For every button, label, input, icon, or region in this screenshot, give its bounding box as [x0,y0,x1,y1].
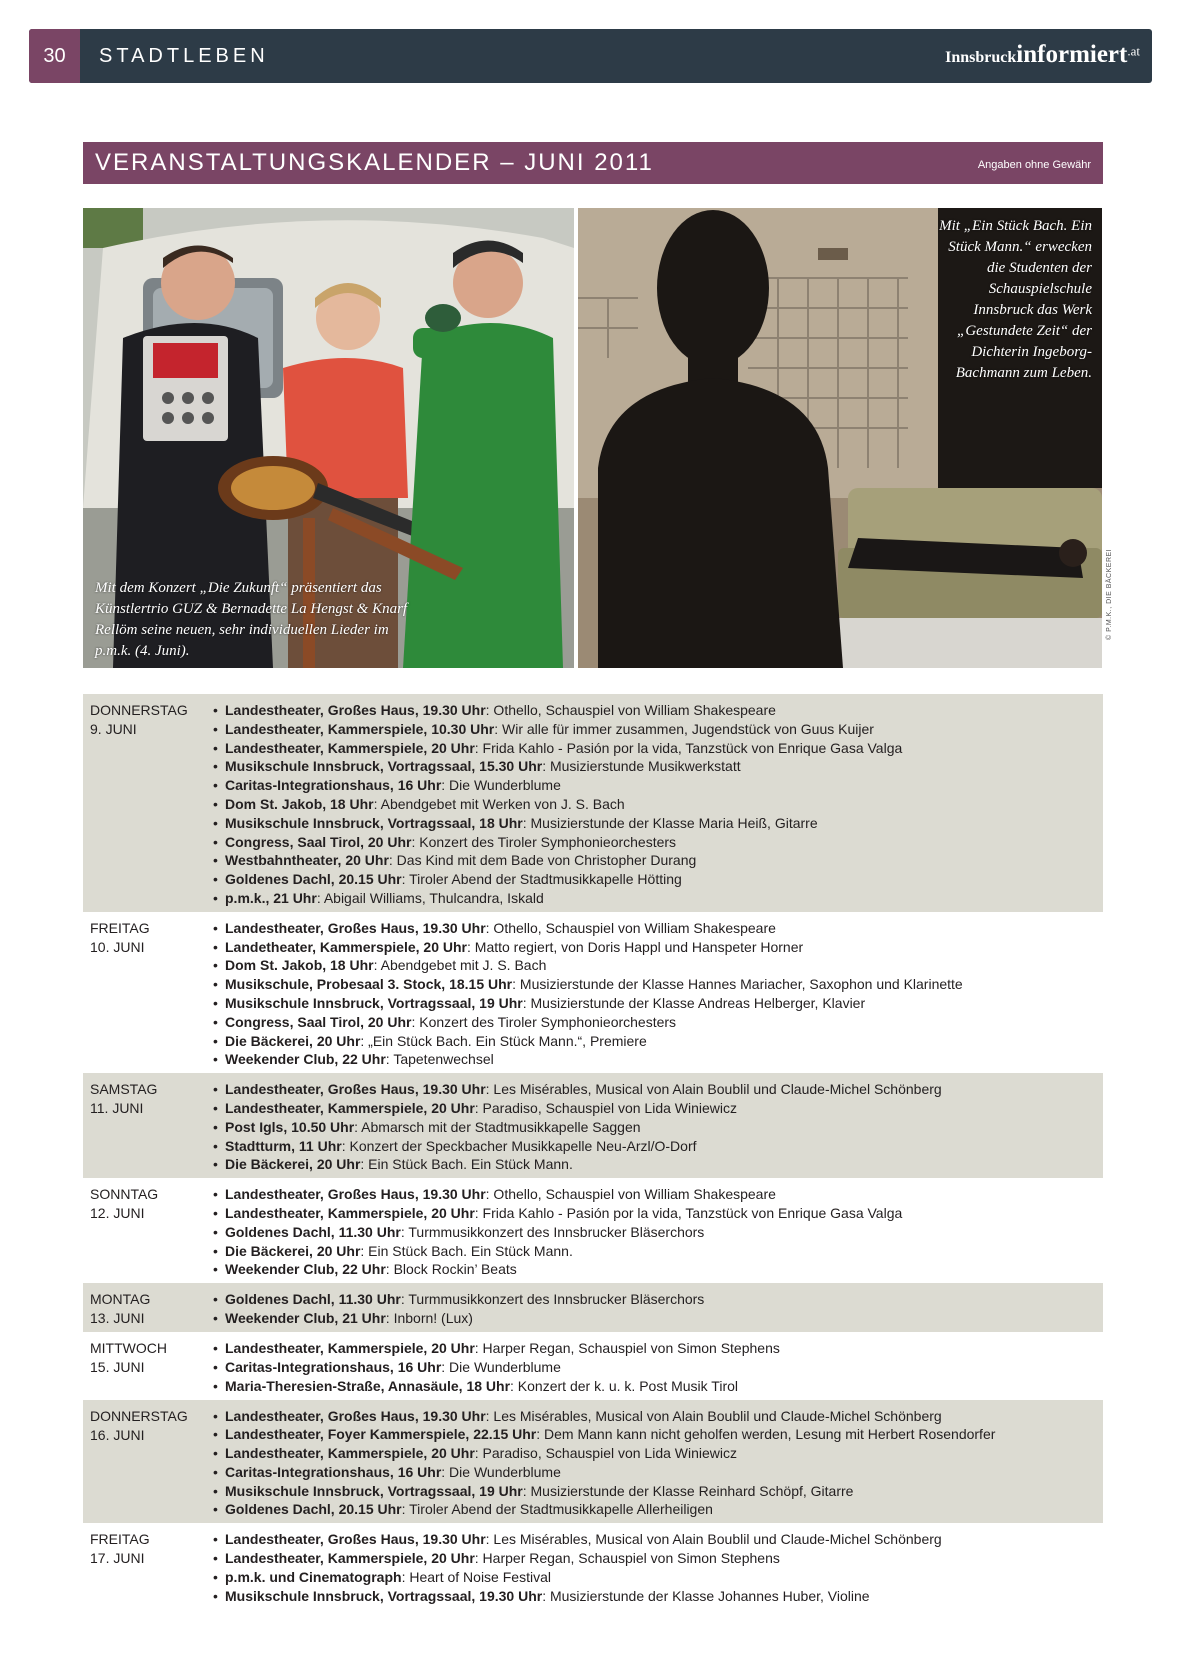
day-label [83,919,213,1069]
calendar-title-bar [83,142,1103,184]
event-item [213,757,1103,776]
event-description: : Inborn! (Lux) [385,1309,473,1326]
event-description: : Ein Stück Bach. Ein Stück Mann. [360,1156,573,1173]
event-item [213,1050,1103,1069]
bullet-icon: • [213,739,218,756]
bullet-icon: • [213,1550,218,1567]
day-row [83,1283,1103,1332]
event-item [213,1032,1103,1051]
event-item [213,1013,1103,1032]
event-description: : Tapetenwechsel [385,1051,494,1068]
brand-suffix: .at [1127,43,1140,59]
event-description: : Die Wunderblume [441,777,561,794]
event-venue: Die Bäckerei, 20 Uhr [225,1032,361,1049]
event-item [213,1339,1103,1358]
event-description: : Wir alle für immer zusammen, Jugendstück von Guus Kuijer [494,720,874,737]
event-item [213,1204,1103,1223]
weekday: SAMSTAG [90,1081,158,1098]
event-description: : Tiroler Abend der Stadtmusikkapelle Allerheiligen [401,1501,713,1518]
event-item [213,1549,1103,1568]
event-item [213,814,1103,833]
bullet-icon: • [213,1261,218,1278]
event-item [213,1185,1103,1204]
bullet-icon: • [213,1223,218,1240]
event-description: : Othello, Schauspiel von William Shakespeare [485,919,776,936]
bullet-icon: • [213,758,218,775]
event-venue: Maria-Theresien-Straße, Annasäule, 18 Uhr [225,1377,511,1394]
theater-photo [578,208,1102,668]
event-description: : Musizierstunde der Klasse Johannes Huber, Violine [542,1587,870,1604]
event-venue: Die Bäckerei, 20 Uhr [225,1156,361,1173]
event-item [213,1463,1103,1482]
event-description: : Paradiso, Schauspiel von Lida Winiewicz [474,1099,738,1116]
event-venue: Musikschule Innsbruck, Vortragssaal, 19 Uhr [225,1482,523,1499]
event-list [213,1290,1103,1328]
event-venue: Caritas-Integrationshaus, 16 Uhr [225,777,442,794]
bullet-icon: • [213,1099,218,1116]
event-item [213,889,1103,908]
bullet-icon: • [213,919,218,936]
event-item [213,851,1103,870]
event-item [213,1358,1103,1377]
event-venue: Musikschule Innsbruck, Vortragssaal, 19 Uhr [225,994,523,1011]
brand-prefix: Innsbruck [945,49,1017,66]
date: 11. JUNI [90,1100,144,1117]
event-description: : Konzert der Speckbacher Musikkapelle Neu-Arzl/O-Dorf [341,1137,697,1154]
event-description: : Frida Kahlo - Pasión por la vida, Tanzstück von Enrique Gasa Valga [474,739,903,756]
event-venue: Dom St. Jakob, 18 Uhr [225,795,374,812]
date: 9. JUNI [90,721,137,737]
event-item [213,1530,1103,1549]
event-venue: Landestheater, Großes Haus, 19.30 Uhr [225,1531,486,1548]
bullet-icon: • [213,1291,218,1308]
bullet-icon: • [213,852,218,869]
theater-caption: Mit „Ein Stück Bach. Ein Stück Mann.“ erwecken die Studenten der Schauspielschule Innsbruck das Werk „Gestundete Zeit“ der Dichterin Ingeborg-Bachmann zum Leben. [939,218,1092,381]
event-description: : Das Kind mit dem Bade von Christopher Durang [388,852,697,869]
event-list [213,1530,1103,1605]
event-venue: Landestheater, Kammerspiele, 20 Uhr [225,1550,475,1567]
bullet-icon: • [213,1309,218,1326]
weekday: MITTWOCH [90,1340,167,1357]
event-item [213,870,1103,889]
event-venue: Weekender Club, 21 Uhr [225,1309,386,1326]
day-label [83,1407,213,1520]
event-description: : Paradiso, Schauspiel von Lida Winiewicz [474,1445,738,1462]
event-description: : Les Misérables, Musical von Alain Boublil und Claude-Michel Schönberg [485,1081,942,1098]
day-row [83,1400,1103,1524]
bullet-icon: • [213,720,218,737]
event-list [213,1185,1103,1279]
event-venue: Goldenes Dachl, 20.15 Uhr [225,871,402,888]
event-description: : Konzert des Tiroler Symphonieorchesters [411,833,677,850]
section-title: STADTLEBEN [99,45,269,67]
bullet-icon: • [213,1204,218,1221]
event-item [213,1260,1103,1279]
bullet-icon: • [213,1377,218,1394]
event-venue: Goldenes Dachl, 11.30 Uhr [225,1223,401,1240]
event-description: : Matto regiert, von Doris Happl und Hanspeter Horner [467,938,804,955]
event-venue: Musikschule Innsbruck, Vortragssaal, 15.30 Uhr [225,758,543,775]
bullet-icon: • [213,1482,218,1499]
event-venue: Landestheater, Großes Haus, 19.30 Uhr [225,702,486,718]
weekday: DONNERSTAG [90,1407,188,1424]
date: 13. JUNI [90,1310,145,1327]
bullet-icon: • [213,1426,218,1443]
event-description: : Block Rockin’ Beats [385,1261,517,1278]
event-description: : Die Wunderblume [441,1358,561,1375]
event-item [213,1587,1103,1606]
bullet-icon: • [213,1358,218,1375]
bullet-icon: • [213,1156,218,1173]
event-description: : Abendgebet mit Werken von J. S. Bach [373,795,625,812]
bullet-icon: • [213,814,218,831]
event-venue: Landestheater, Kammerspiele, 20 Uhr [225,739,475,756]
bullet-icon: • [213,871,218,888]
event-venue: Weekender Club, 22 Uhr [225,1051,386,1068]
date: 17. JUNI [90,1550,145,1567]
event-item [213,1137,1103,1156]
event-item [213,720,1103,739]
date: 10. JUNI [90,938,145,955]
event-item [213,1377,1103,1396]
day-label [83,701,213,908]
bullet-icon: • [213,702,218,718]
bullet-icon: • [213,889,218,906]
event-item [213,1568,1103,1587]
event-description: : Konzert des Tiroler Symphonieorchesters [411,1013,677,1030]
event-calendar [83,694,1103,1609]
page-header [29,29,1152,83]
page-number: 30 [29,29,80,83]
event-list [213,919,1103,1069]
event-description: : Musizierstunde Musikwerkstatt [542,758,741,775]
event-item [213,1099,1103,1118]
event-description: : Harper Regan, Schauspiel von Simon Stephens [474,1340,780,1357]
event-description: : Abendgebet mit J. S. Bach [373,957,547,974]
event-venue: p.m.k. und Cinematograph [225,1568,402,1585]
event-item [213,994,1103,1013]
event-item [213,975,1103,994]
event-item [213,919,1103,938]
day-label [83,1290,213,1328]
event-item [213,1118,1103,1137]
photo-credit: © P.M.K., DIE BÄCKEREI [1106,548,1113,640]
event-venue: Post Igls, 10.50 Uhr [225,1118,355,1135]
bullet-icon: • [213,1118,218,1135]
event-venue: Landestheater, Kammerspiele, 20 Uhr [225,1204,475,1221]
event-item [213,795,1103,814]
bullet-icon: • [213,957,218,974]
event-item [213,1080,1103,1099]
calendar-title: VERANSTALTUNGSKALENDER – JUNI 2011 [95,149,654,176]
event-description: : Musizierstunde der Klasse Reinhard Schöpf, Gitarre [522,1482,854,1499]
event-description: : Ein Stück Bach. Ein Stück Mann. [360,1242,573,1259]
event-description: : Tiroler Abend der Stadtmusikkapelle Hötting [401,871,682,888]
date: 15. JUNI [90,1359,145,1376]
brand-main: informiert [1016,41,1128,68]
bullet-icon: • [213,976,218,993]
event-venue: Musikschule, Probesaal 3. Stock, 18.15 Uhr [225,976,513,993]
bullet-icon: • [213,1137,218,1154]
event-venue: Landestheater, Großes Haus, 19.30 Uhr [225,1407,486,1424]
event-description: : Die Wunderblume [441,1463,561,1480]
day-row [83,694,1103,912]
day-row [83,1523,1103,1609]
event-venue: Goldenes Dachl, 11.30 Uhr [225,1291,401,1308]
bullet-icon: • [213,938,218,955]
event-venue: Westbahntheater, 20 Uhr [225,852,389,869]
bullet-icon: • [213,777,218,794]
bullet-icon: • [213,1081,218,1098]
event-item [213,1425,1103,1444]
event-description: : Les Misérables, Musical von Alain Boublil und Claude-Michel Schönberg [485,1531,942,1548]
concert-caption: Mit dem Konzert „Die Zukunft“ präsentiert das Künstlertrio GUZ & Bernadette La Hengst & Knarf Rellöm seine neuen, sehr individuellen Lieder im p.m.k. (4. Juni). [95,580,408,659]
bullet-icon: • [213,1587,218,1604]
day-row [83,1073,1103,1178]
event-item [213,938,1103,957]
event-description: : Musizierstunde der Klasse Maria Heiß, Gitarre [522,814,818,831]
event-description: : Turmmusikkonzert des Innsbrucker Bläserchors [400,1223,705,1240]
bullet-icon: • [213,1340,218,1357]
day-row [83,1178,1103,1283]
bullet-icon: • [213,1032,218,1049]
date: 12. JUNI [90,1205,145,1222]
bullet-icon: • [213,1568,218,1585]
weekday: SONNTAG [90,1186,159,1203]
event-description: : „Ein Stück Bach. Ein Stück Mann.“, Premiere [360,1032,647,1049]
day-row [83,912,1103,1073]
event-venue: Landetheater, Kammerspiele, 20 Uhr [225,938,467,955]
bullet-icon: • [213,1501,218,1518]
event-venue: Landestheater, Kammerspiele, 20 Uhr [225,1445,475,1462]
event-list [213,701,1103,908]
event-description: : Abmarsch mit der Stadtmusikkapelle Saggen [354,1118,641,1135]
event-description: : Turmmusikkonzert des Innsbrucker Bläserchors [400,1291,705,1308]
bullet-icon: • [213,1242,218,1259]
event-venue: Weekender Club, 22 Uhr [225,1261,386,1278]
event-description: : Othello, Schauspiel von William Shakespeare [485,1186,776,1203]
event-venue: Landestheater, Foyer Kammerspiele, 22.15 Uhr [225,1426,537,1443]
day-label [83,1530,213,1605]
bullet-icon: • [213,994,218,1011]
event-venue: Musikschule Innsbruck, Vortragssaal, 19.30 Uhr [225,1587,543,1604]
event-description: : Harper Regan, Schauspiel von Simon Stephens [474,1550,780,1567]
event-venue: Dom St. Jakob, 18 Uhr [225,957,374,974]
brand-logo [945,41,1140,69]
event-item [213,1155,1103,1174]
event-venue: Landestheater, Großes Haus, 19.30 Uhr [225,1081,486,1098]
event-description: : Abigail Williams, Thulcandra, Iskald [316,889,544,906]
event-venue: Musikschule Innsbruck, Vortragssaal, 18 Uhr [225,814,523,831]
event-item [213,1309,1103,1328]
date: 16. JUNI [90,1426,145,1443]
event-item [213,1290,1103,1309]
day-row [83,1332,1103,1399]
bullet-icon: • [213,1407,218,1424]
event-venue: p.m.k., 21 Uhr [225,889,317,906]
event-list [213,1339,1103,1395]
event-item [213,1500,1103,1519]
bullet-icon: • [213,1051,218,1068]
event-venue: Landestheater, Kammerspiele, 10.30 Uhr [225,720,495,737]
event-venue: Landestheater, Großes Haus, 19.30 Uhr [225,919,486,936]
event-item [213,833,1103,852]
event-description: : Frida Kahlo - Pasión por la vida, Tanzstück von Enrique Gasa Valga [474,1204,903,1221]
event-venue: Landestheater, Kammerspiele, 20 Uhr [225,1340,475,1357]
bullet-icon: • [213,1531,218,1548]
weekday: MONTAG [90,1291,151,1308]
event-venue: Congress, Saal Tirol, 20 Uhr [225,1013,412,1030]
weekday: FREITAG [90,919,150,936]
bullet-icon: • [213,1186,218,1203]
event-venue: Goldenes Dachl, 20.15 Uhr [225,1501,402,1518]
bullet-icon: • [213,1445,218,1462]
event-list [213,1080,1103,1174]
event-venue: Caritas-Integrationshaus, 16 Uhr [225,1358,442,1375]
event-venue: Die Bäckerei, 20 Uhr [225,1242,361,1259]
event-list [213,1407,1103,1520]
concert-photo [83,208,574,668]
event-venue: Congress, Saal Tirol, 20 Uhr [225,833,412,850]
event-description: : Konzert der k. u. k. Post Musik Tirol [510,1377,738,1394]
event-item [213,1482,1103,1501]
disclaimer: Angaben ohne Gewähr [977,159,1091,171]
event-item [213,1407,1103,1426]
event-description: : Othello, Schauspiel von William Shakespeare [485,702,776,718]
event-venue: Landestheater, Großes Haus, 19.30 Uhr [225,1186,486,1203]
event-venue: Caritas-Integrationshaus, 16 Uhr [225,1463,442,1480]
day-label [83,1080,213,1174]
event-venue: Stadtturm, 11 Uhr [225,1137,342,1154]
event-description: : Les Misérables, Musical von Alain Boublil und Claude-Michel Schönberg [485,1407,942,1424]
weekday: DONNERSTAG [90,702,188,718]
bullet-icon: • [213,1463,218,1480]
day-label [83,1339,213,1395]
event-item [213,1223,1103,1242]
bullet-icon: • [213,795,218,812]
event-description: : Musizierstunde der Klasse Andreas Helberger, Klavier [522,994,866,1011]
event-item [213,701,1103,720]
event-description: : Musizierstunde der Klasse Hannes Mariacher, Saxophon und Klarinette [512,976,963,993]
event-item [213,1444,1103,1463]
event-venue: Landestheater, Kammerspiele, 20 Uhr [225,1099,475,1116]
weekday: FREITAG [90,1531,150,1548]
event-item [213,776,1103,795]
day-label [83,1185,213,1279]
event-description: : Heart of Noise Festival [401,1568,551,1585]
event-item [213,956,1103,975]
event-description: : Dem Mann kann nicht geholfen werden, Lesung mit Herbert Rosendorfer [536,1426,996,1443]
bullet-icon: • [213,1013,218,1030]
event-item [213,739,1103,758]
bullet-icon: • [213,833,218,850]
event-item [213,1242,1103,1261]
